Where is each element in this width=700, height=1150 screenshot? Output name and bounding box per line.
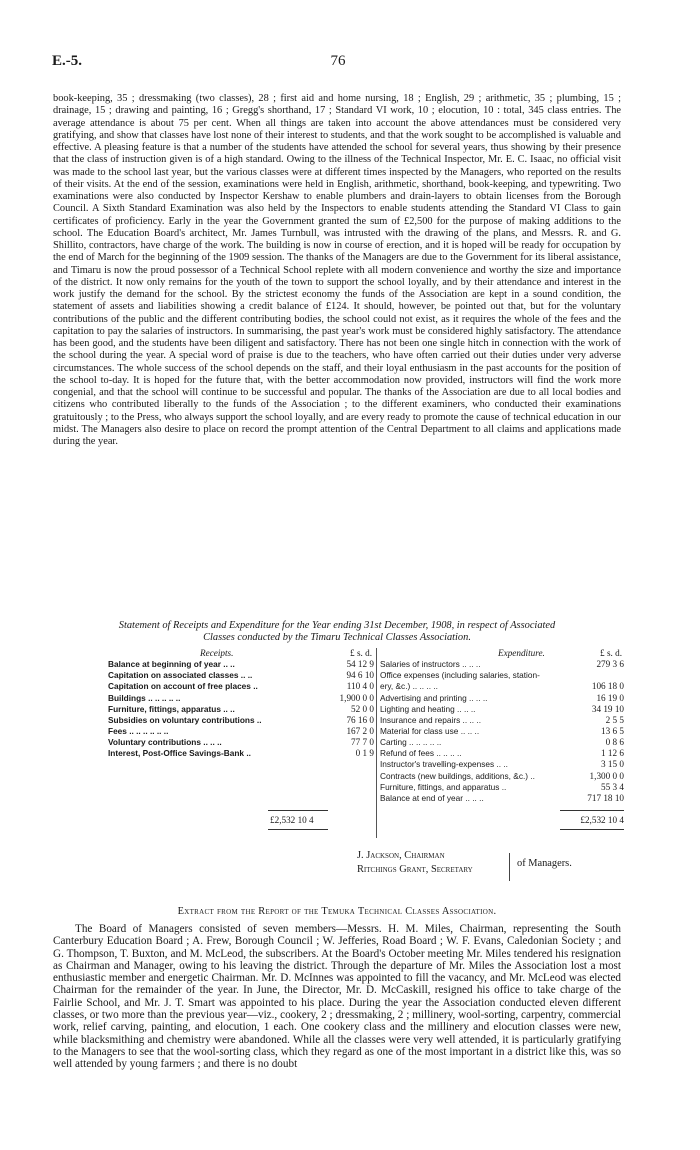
receipts-heading: Receipts.: [200, 648, 234, 658]
expenditure-label: Material for class use .. .. ..: [380, 725, 480, 736]
expenditure-rows: [380, 659, 624, 804]
report-body: [53, 93, 621, 448]
expenditure-label: Furniture, fittings, and apparatus ..: [380, 781, 507, 792]
receipts-row: [108, 704, 374, 715]
expenditure-label: Salaries of instructors .. .. ..: [380, 659, 481, 670]
expenditure-amount: 1,300 0 0: [589, 770, 624, 781]
expenditure-row: [380, 693, 624, 704]
receipts-row: [108, 681, 374, 692]
expenditure-label: Contracts (new buildings, additions, &c.) ..: [380, 770, 535, 781]
page-number: 76: [330, 53, 346, 69]
expenditure-amount: 0 8 6: [605, 737, 624, 748]
receipts-label: Buildings .. .. .. .. ..: [108, 692, 181, 703]
receipts-total-underline: [268, 829, 328, 830]
receipts-row: [108, 737, 374, 748]
receipts-total-rule: [268, 810, 328, 811]
receipts-money-heading: £ s. d.: [350, 648, 372, 658]
expenditure-row: [380, 782, 624, 793]
expenditure-amount: 34 19 10: [591, 703, 624, 714]
receipts-row: [108, 748, 374, 759]
signature-brace: [509, 853, 510, 881]
expenditure-row: [380, 748, 624, 759]
expenditure-row: [380, 737, 624, 748]
expenditure-amount: 16 19 0: [596, 692, 624, 703]
expenditure-heading: Expenditure.: [498, 648, 545, 658]
expenditure-amount: 1 12 6: [601, 748, 624, 759]
receipts-amount: 1,900 0 0: [339, 692, 374, 703]
page-header: [52, 53, 624, 77]
receipts-label: Interest, Post-Office Savings-Bank ..: [108, 748, 251, 759]
expenditure-row: [380, 726, 624, 737]
extract-body: [53, 923, 621, 1071]
receipts-row: [108, 715, 374, 726]
expenditure-label: Lighting and heating .. .. ..: [380, 703, 476, 714]
expenditure-total-rule: [560, 810, 624, 811]
expenditure-total-underline: [560, 829, 624, 830]
expenditure-amount: 13 6 5: [601, 725, 624, 736]
receipts-label: Capitation on associated classes .. ..: [108, 670, 253, 681]
extract-paragraph: The Board of Managers consisted of seven members—Messrs. H. M. Miles, Chairman, representing the South Canterbury Education Board ; A. Frew, Borough Council ; W. Jefferies, Road Board ; W. F. Evans, Caledonian Society ; and G. Thompson, T. Buxton, and M. McLeod, the subscribers. At the Board's October meeting Mr. Miles tendered his resignation as Chairman and Manager, owing to his leaving the district. Through the departure of Mr. Miles the Association lost a most enthusiastic member and energetic Chairman. Mr. D. McInnes was appointed to fill the vacancy, and Mr. McLeod was elected Chairman for the remainder of the year. In June, the Director, Mr. D. McCaskill, resigned his office to take charge of the Fairlie School, and Mr. J. T. Smart was appointed to his place. During the year the Association conducted eleven different classes, or two more than the previous year—viz., cookery, 2 ; dressmaking, 2 ; millinery, wool-sorting, carpentry, commercial work, relief carving, painting, and elocution, 1 each. One cookery class and the millinery and elocution classes were new, while blacksmithing and chemistry were abandoned. While all the classes were very well attended, it is particularly gratifying to the Managers to see that the wool-sorting class, which they regard as one of the most important in a district like this, was so well attended by young farmers ; and there is no doubt: [53, 923, 621, 1071]
expenditure-row: [380, 659, 624, 670]
receipts-label: Capitation on account of free places ..: [108, 681, 258, 692]
chairman-signature: J. Jackson, Chairman: [357, 850, 445, 861]
statement-title-line2: Classes conducted by the Timaru Technical Classes Association.: [203, 632, 471, 644]
expenditure-label: Instructor's travelling-expenses .. ..: [380, 759, 508, 770]
receipts-label: Voluntary contributions .. .. ..: [108, 737, 222, 748]
expenditure-column: [380, 648, 624, 804]
receipts-amount: 76 16 0: [346, 714, 374, 725]
expenditure-total: £2,532 10 4: [580, 815, 624, 825]
receipts-header-row: [108, 648, 374, 659]
receipts-amount: 94 6 10: [346, 670, 374, 681]
of-managers-label: of Managers.: [517, 858, 572, 869]
expenditure-row: [380, 704, 624, 715]
account-table: [108, 648, 624, 838]
receipts-amount: 52 0 0: [351, 703, 374, 714]
column-divider: [376, 648, 377, 838]
expenditure-amount: 3 15 0: [601, 759, 624, 770]
expenditure-label: Office expenses (including salaries, station-: [380, 670, 540, 681]
signature-block: [357, 850, 637, 884]
secretary-signature: Ritchings Grant, Secretary: [357, 864, 473, 875]
expenditure-amount: 279 3 6: [596, 659, 624, 670]
expenditure-amount: 55 3 4: [601, 781, 624, 792]
receipts-label: Furniture, fittings, apparatus .. ..: [108, 703, 235, 714]
expenditure-money-heading: £ s. d.: [600, 648, 622, 658]
statement-title: [53, 620, 621, 645]
receipts-amount: 0 1 9: [355, 748, 374, 759]
receipts-label: Subsidies on voluntary contributions ..: [108, 714, 262, 725]
expenditure-row: [380, 771, 624, 782]
receipts-rows: [108, 659, 374, 759]
expenditure-label: Carting .. .. .. .. ..: [380, 737, 442, 748]
expenditure-header-row: [380, 648, 624, 659]
expenditure-row: [380, 793, 624, 804]
expenditure-row: [380, 715, 624, 726]
expenditure-amount: 2 5 5: [605, 714, 624, 725]
expenditure-label: ery, &c.) .. .. .. ..: [380, 681, 438, 692]
body-paragraph: book-keeping, 35 ; dressmaking (two classes), 28 ; first aid and home nursing, 18 ; English, 29 ; arithmetic, 35 ; plumbing, 15 ; drainage, 15 ; drawing and painting, 16 ; Gregg's shorthand, 17 ; Standard VI work, 10 ; elocution, 10 : total, 345 class entries. The average attendance is about 75 per cent. When all things are taken into account the above attendances must be considered very gratifying, and show that classes have lost none of their interest to students, and that the work sought to be accomplished is valuable and effective. A pleasing feature is that a number of the students have attended the school for several years, thus showing by their presence that the class of instruction given is of a high standard. Owing to the illness of the Technical Inspector, Mr. E. C. Isaac, no official visit was made to the school last year, but the various classes were at different times inspected by the Managers, who reported on the results of their visits. At the end of the session, examinations were held in English, arithmetic, shorthand, book-keeping, and typewriting. Two examinations were also conducted by Inspector Kershaw to enable plumbers and drain-layers to obtain licenses from the Borough Council. A Sixth Standard Examination was also held by the Inspectors to enable students attending the Standard VI Class to gain certificates of proficiency. Early in the year the Government granted the sum of £2,500 for the purpose of making additions to the school. The Education Board's architect, Mr. James Turnbull, was intrusted with the drawing of the plans, and Messrs. R. and G. Shillito, contractors, have charge of the work. The building is now in course of erection, and it is hoped will be ready for occupation by the end of March for the beginning of the 1909 session. The thanks of the Managers are due to the Government for its liberal assistance, and Timaru is now the proud possessor of a Technical School replete with all modern convenience and worthy the size and importance of the district. It now only remains for the youth of the town to support the school loyally, and by their attendance and interest in the work justify the demand for the school. By the strictest economy the funds of the Association are kept in a sound condition, the statement of assets and liabilities showing a credit balance of £124. It should, however, be pointed out that, but for the voluntary contributions of the public and the different contributing bodies, the school could not exist, as it requires the whole of the fees and the capitation to pay the salaries of instructors. In summarising, the past year's work must be considered highly satisfactory. The attendance has been good, and the students have been diligent and satisfactory. There has not been one single hitch in connection with the work of the school during the year. A special word of praise is due to the teachers, who have often carried out their duties under very adverse circumstances. The whole success of the school depends on the staff, and their loyal enthusiasm in the past accounts for the position of the school to-day. It is hoped for the future that, with the better accommodation now provided, instructors will find the work more congenial, and that the school will continue to be successful and popular. The thanks of the Association are due to all local bodies and citizens who contributed liberally to the funds of the Association ; to the different examiners, who conducted their examinations gratuitously ; to the Press, who always support the school loyally, and are every ready to promote the cause of technical education in our midst. The Managers also desire to place on record the prompt attention of the Central Department to all claims and applications made during the year.: [53, 93, 621, 447]
receipts-amount: 110 4 0: [346, 681, 374, 692]
receipts-amount: 54 12 9: [346, 659, 374, 670]
expenditure-label: Balance at end of year .. .. ..: [380, 792, 484, 803]
receipts-total: £2,532 10 4: [270, 815, 314, 825]
statement-title-line1: Statement of Receipts and Expenditure for the Year ending 31st December, 1908, in respect of Associated: [118, 620, 556, 631]
receipts-row: [108, 670, 374, 681]
expenditure-label: Refund of fees .. .. .. ..: [380, 748, 462, 759]
expenditure-label: Advertising and printing .. .. ..: [380, 692, 488, 703]
receipts-amount: 77 7 0: [351, 737, 374, 748]
receipts-column: [108, 648, 374, 759]
receipts-row: [108, 693, 374, 704]
expenditure-amount: 106 18 0: [591, 681, 624, 692]
receipts-label: Fees .. .. .. .. .. ..: [108, 725, 169, 736]
series-code: E.-5.: [52, 53, 82, 69]
receipts-amount: 167 2 0: [346, 725, 374, 736]
receipts-row: [108, 726, 374, 737]
expenditure-row: [380, 670, 624, 681]
extract-title: Extract from the Report of the Temuka Technical Classes Association.: [177, 906, 497, 917]
expenditure-row: [380, 759, 624, 770]
expenditure-amount: 717 18 10: [587, 792, 624, 803]
receipts-label: Balance at beginning of year .. ..: [108, 659, 235, 670]
receipts-row: [108, 659, 374, 670]
expenditure-row: [380, 681, 624, 692]
expenditure-label: Insurance and repairs .. .. ..: [380, 714, 481, 725]
